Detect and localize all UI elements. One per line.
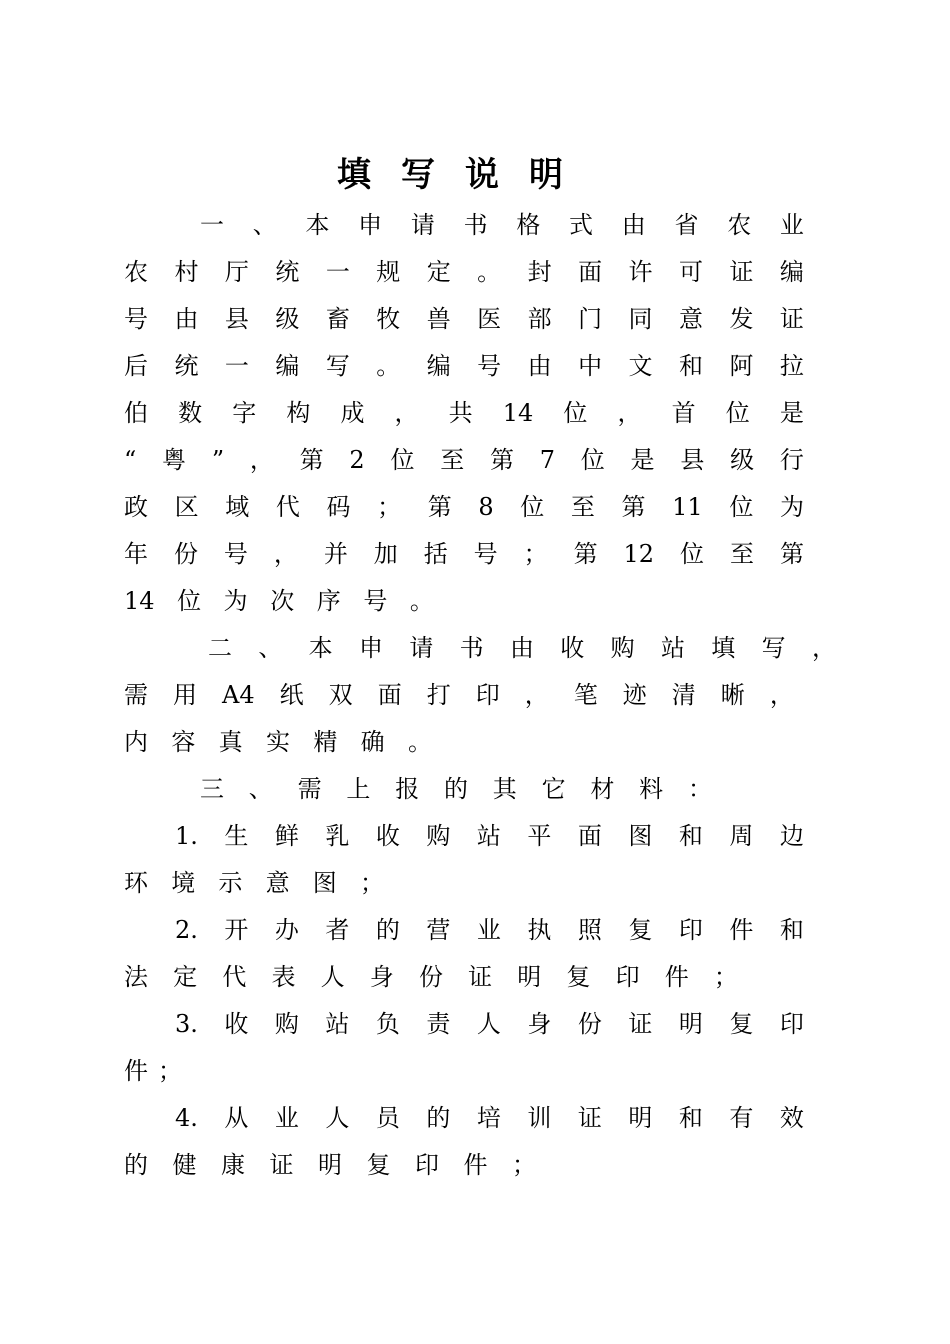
- text-glyph: 成: [340, 399, 365, 427]
- text-glyph: 规: [376, 258, 401, 286]
- text-glyph: 它: [541, 775, 566, 803]
- text-glyph: 人: [325, 1104, 350, 1132]
- text-glyph: 收: [560, 634, 585, 662]
- text-glyph: 请: [410, 211, 435, 239]
- text-glyph: 证: [628, 1010, 653, 1038]
- text-glyph: 平: [527, 822, 552, 850]
- text-glyph: 二: [208, 634, 232, 662]
- text-glyph: 证: [468, 963, 493, 991]
- text-glyph: 域: [225, 493, 250, 521]
- text-glyph: 证: [269, 1151, 294, 1179]
- text-glyph: 鲜: [274, 822, 299, 850]
- text-glyph: 码: [326, 493, 351, 521]
- text-line: [124, 484, 804, 531]
- text-glyph: 实: [265, 728, 290, 756]
- text-glyph: 身: [527, 1010, 552, 1038]
- text-glyph: 阿: [729, 352, 754, 380]
- text-glyph: 文: [628, 352, 653, 380]
- text-line: [200, 202, 804, 249]
- text-glyph: 收: [375, 822, 400, 850]
- text-glyph: 双: [328, 681, 353, 709]
- text-glyph: 明: [628, 1104, 653, 1132]
- text-glyph: 者: [325, 916, 350, 944]
- text-glyph: 晰: [720, 681, 745, 709]
- text-glyph: 粤: [162, 446, 187, 474]
- text-line: [175, 1001, 804, 1048]
- text-glyph: 健: [172, 1151, 197, 1179]
- text-glyph: ，: [617, 399, 642, 427]
- text-glyph: 省: [674, 211, 699, 239]
- text-glyph: 一: [200, 211, 224, 239]
- text-glyph: 效: [779, 1104, 804, 1132]
- text-glyph: 真: [218, 728, 243, 756]
- text-glyph: 封: [527, 258, 552, 286]
- text-glyph: 、: [248, 775, 273, 803]
- text-glyph: 7: [539, 446, 556, 474]
- text-glyph: 用: [173, 681, 198, 709]
- text-glyph: 三: [200, 775, 224, 803]
- text-glyph: 身: [369, 963, 394, 991]
- text-glyph: 营: [426, 916, 451, 944]
- text-glyph: 8: [478, 493, 494, 521]
- text-glyph: 书: [459, 634, 484, 662]
- text-glyph: 从: [224, 1104, 249, 1132]
- text-glyph: 加: [373, 540, 398, 568]
- text-glyph: 明: [678, 1010, 703, 1038]
- text-glyph: 由: [509, 634, 534, 662]
- text-glyph: 牧: [376, 305, 401, 333]
- text-glyph: ；: [377, 493, 402, 521]
- text-glyph: ，: [524, 681, 549, 709]
- text-glyph: 边: [779, 822, 804, 850]
- text-glyph: 4.: [175, 1104, 198, 1132]
- text-glyph: 件: [124, 1057, 148, 1085]
- text-glyph: 周: [729, 822, 754, 850]
- text-glyph: 农: [124, 258, 148, 286]
- text-glyph: 号: [473, 540, 498, 568]
- text-glyph: 序: [316, 587, 341, 615]
- text-line: [200, 766, 712, 813]
- text-glyph: 14: [124, 587, 155, 615]
- text-glyph: 第: [489, 446, 514, 474]
- text-glyph: 字: [232, 399, 257, 427]
- text-glyph: 区: [174, 493, 199, 521]
- text-glyph: 可: [678, 258, 703, 286]
- text-glyph: 人: [476, 1010, 501, 1038]
- text-glyph: 复: [628, 916, 653, 944]
- text-glyph: 位: [725, 399, 750, 427]
- text-glyph: 县: [224, 305, 249, 333]
- text-glyph: 的: [426, 1104, 451, 1132]
- text-glyph: ；: [512, 1151, 536, 1179]
- text-glyph: 由: [527, 352, 552, 380]
- text-line: [124, 1048, 182, 1095]
- text-glyph: 号: [223, 540, 248, 568]
- text-glyph: 统: [174, 352, 199, 380]
- text-glyph: 共: [448, 399, 473, 427]
- text-glyph: 3.: [175, 1010, 198, 1038]
- text-line: [124, 954, 738, 1001]
- text-glyph: 同: [628, 305, 653, 333]
- text-glyph: 迹: [622, 681, 647, 709]
- text-glyph: 表: [271, 963, 296, 991]
- text-glyph: 印: [779, 1010, 804, 1038]
- text-glyph: 清: [671, 681, 696, 709]
- text-glyph: 格: [516, 211, 541, 239]
- text-glyph: 其: [492, 775, 517, 803]
- text-glyph: 和: [678, 352, 703, 380]
- text-glyph: 明: [318, 1151, 342, 1179]
- text-glyph: ”: [211, 446, 225, 474]
- text-glyph: 责: [426, 1010, 451, 1038]
- text-glyph: 数: [178, 399, 203, 427]
- text-glyph: 至: [440, 446, 465, 474]
- text-glyph: 面: [577, 822, 602, 850]
- text-glyph: 至: [729, 540, 754, 568]
- text-glyph: 编: [779, 258, 804, 286]
- text-glyph: 示: [218, 869, 243, 897]
- text-glyph: 定: [426, 258, 451, 286]
- text-glyph: 号: [124, 305, 148, 333]
- text-line: [124, 578, 434, 625]
- text-glyph: 写: [761, 634, 786, 662]
- text-glyph: 号: [477, 352, 502, 380]
- text-glyph: 填: [711, 634, 736, 662]
- text-glyph: 购: [426, 822, 451, 850]
- text-glyph: ，: [273, 540, 298, 568]
- text-glyph: 年: [124, 540, 148, 568]
- text-glyph: 、: [252, 211, 277, 239]
- text-glyph: 第: [779, 540, 804, 568]
- text-glyph: 1.: [175, 822, 198, 850]
- text-glyph: 证: [729, 258, 754, 286]
- text-glyph: 负: [375, 1010, 400, 1038]
- text-glyph: 并: [323, 540, 348, 568]
- text-glyph: 位: [390, 446, 415, 474]
- text-glyph: 至: [570, 493, 595, 521]
- text-glyph: 康: [221, 1151, 245, 1179]
- text-line: [124, 390, 804, 437]
- text-glyph: 号: [363, 587, 388, 615]
- text-glyph: 图: [628, 822, 653, 850]
- text-glyph: 次: [270, 587, 295, 615]
- text-glyph: 级: [275, 305, 300, 333]
- text-glyph: 位: [680, 540, 705, 568]
- text-glyph: 法: [124, 963, 148, 991]
- text-glyph: 许: [628, 258, 653, 286]
- text-glyph: 首: [671, 399, 696, 427]
- text-glyph: 站: [476, 822, 501, 850]
- text-glyph: 明: [517, 963, 542, 991]
- text-glyph: 容: [171, 728, 196, 756]
- text-glyph: 件: [463, 1151, 488, 1179]
- text-glyph: 位: [520, 493, 545, 521]
- text-glyph: 训: [527, 1104, 552, 1132]
- text-glyph: 后: [124, 352, 148, 380]
- text-line: [124, 531, 804, 578]
- text-glyph: 14: [502, 399, 534, 427]
- text-glyph: 县: [680, 446, 705, 474]
- text-glyph: 购: [610, 634, 635, 662]
- text-glyph: ，: [249, 446, 274, 474]
- text-glyph: ：: [687, 775, 712, 803]
- text-glyph: 位: [580, 446, 605, 474]
- text-glyph: 村: [174, 258, 199, 286]
- text-glyph: 和: [779, 916, 804, 944]
- text-glyph: 料: [639, 775, 664, 803]
- text-glyph: 第: [427, 493, 452, 521]
- text-glyph: 复: [729, 1010, 754, 1038]
- text-glyph: 纸: [279, 681, 304, 709]
- text-glyph: 笔: [573, 681, 598, 709]
- text-glyph: 第: [573, 540, 598, 568]
- text-glyph: 内: [124, 728, 148, 756]
- text-line: [124, 437, 804, 484]
- text-glyph: 复: [366, 1151, 391, 1179]
- text-glyph: 人: [320, 963, 345, 991]
- text-glyph: 证: [577, 1104, 602, 1132]
- text-glyph: 生: [224, 822, 249, 850]
- text-glyph: 一: [224, 352, 249, 380]
- text-glyph: 证: [779, 305, 804, 333]
- text-glyph: “: [124, 446, 137, 474]
- text-glyph: 的: [375, 916, 400, 944]
- text-glyph: 意: [265, 869, 290, 897]
- text-glyph: 件: [664, 963, 689, 991]
- text-line: [124, 860, 384, 907]
- text-glyph: 位: [177, 587, 202, 615]
- text-glyph: 印: [678, 916, 703, 944]
- text-glyph: 复: [566, 963, 591, 991]
- text-glyph: 购: [274, 1010, 299, 1038]
- text-glyph: ；: [523, 540, 548, 568]
- text-glyph: ，: [769, 681, 794, 709]
- text-glyph: A4: [222, 681, 255, 709]
- text-glyph: 医: [477, 305, 502, 333]
- text-glyph: 乳: [325, 822, 350, 850]
- text-line: [124, 1142, 536, 1189]
- text-glyph: 印: [415, 1151, 439, 1179]
- text-glyph: 印: [475, 681, 500, 709]
- text-glyph: 。: [407, 728, 432, 756]
- text-glyph: 材: [590, 775, 615, 803]
- text-glyph: 部: [527, 305, 552, 333]
- text-glyph: 12: [623, 540, 655, 568]
- text-glyph: 代: [275, 493, 300, 521]
- text-glyph: 需: [124, 681, 148, 709]
- text-glyph: 本: [308, 634, 333, 662]
- text-glyph: 业: [476, 916, 501, 944]
- text-glyph: 申: [358, 211, 383, 239]
- text-glyph: 第: [621, 493, 646, 521]
- text-glyph: 面: [578, 258, 603, 286]
- text-line: [175, 907, 804, 954]
- text-glyph: 份: [173, 540, 198, 568]
- text-glyph: 11: [672, 493, 703, 521]
- text-glyph: 第: [299, 446, 324, 474]
- text-glyph: 申: [358, 634, 383, 662]
- text-line: [124, 719, 432, 766]
- text-glyph: 确: [360, 728, 385, 756]
- text-glyph: 业: [274, 1104, 299, 1132]
- text-glyph: ，: [811, 634, 836, 662]
- text-glyph: 由: [174, 305, 199, 333]
- text-line: [175, 813, 804, 860]
- text-glyph: 政: [124, 493, 148, 521]
- text-glyph: 和: [678, 822, 703, 850]
- text-glyph: 拉: [779, 352, 804, 380]
- text-glyph: ；: [158, 1057, 182, 1085]
- text-glyph: 统: [275, 258, 300, 286]
- text-glyph: 门: [578, 305, 603, 333]
- text-glyph: 办: [274, 916, 299, 944]
- text-glyph: ；: [713, 963, 738, 991]
- text-glyph: 定: [173, 963, 198, 991]
- text-glyph: 培: [476, 1104, 501, 1132]
- text-glyph: 照: [577, 916, 602, 944]
- text-glyph: 农: [727, 211, 752, 239]
- text-glyph: 。: [376, 352, 401, 380]
- text-glyph: 位: [563, 399, 588, 427]
- text-glyph: 本: [305, 211, 330, 239]
- text-glyph: 2: [349, 446, 365, 474]
- text-glyph: 编: [275, 352, 300, 380]
- text-glyph: ，: [394, 399, 419, 427]
- text-glyph: 是: [779, 399, 804, 427]
- text-glyph: 兽: [426, 305, 451, 333]
- text-glyph: 意: [678, 305, 703, 333]
- text-glyph: 印: [615, 963, 640, 991]
- text-glyph: 式: [569, 211, 594, 239]
- text-glyph: 、: [258, 634, 283, 662]
- text-glyph: 站: [325, 1010, 350, 1038]
- text-glyph: 打: [426, 681, 451, 709]
- text-glyph: 2.: [175, 916, 198, 944]
- text-line: [124, 343, 804, 390]
- text-glyph: 厅: [224, 258, 249, 286]
- text-glyph: 书: [463, 211, 488, 239]
- text-glyph: 发: [729, 305, 754, 333]
- text-line: [124, 249, 804, 296]
- text-glyph: 为: [223, 587, 248, 615]
- text-glyph: 精: [313, 728, 338, 756]
- text-glyph: 报: [395, 775, 420, 803]
- text-line: [124, 296, 804, 343]
- text-glyph: 是: [630, 446, 655, 474]
- text-glyph: 开: [224, 916, 249, 944]
- page-title: 填写说明: [337, 155, 593, 195]
- text-glyph: 站: [660, 634, 685, 662]
- text-glyph: 件: [729, 916, 754, 944]
- text-glyph: 由: [621, 211, 646, 239]
- text-glyph: 位: [729, 493, 754, 521]
- text-glyph: 中: [578, 352, 603, 380]
- text-glyph: 份: [418, 963, 443, 991]
- text-glyph: 级: [730, 446, 755, 474]
- text-glyph: 。: [477, 258, 502, 286]
- text-glyph: 和: [678, 1104, 703, 1132]
- text-glyph: ；: [359, 869, 384, 897]
- text-glyph: 括: [423, 540, 448, 568]
- text-glyph: 。: [409, 587, 434, 615]
- text-glyph: 执: [527, 916, 552, 944]
- text-glyph: 为: [779, 493, 804, 521]
- text-glyph: 需: [297, 775, 322, 803]
- text-glyph: 的: [443, 775, 468, 803]
- text-glyph: 有: [729, 1104, 754, 1132]
- text-glyph: 面: [377, 681, 402, 709]
- text-line: [175, 1095, 804, 1142]
- text-glyph: 份: [577, 1010, 602, 1038]
- text-glyph: 写: [325, 352, 350, 380]
- text-glyph: 代: [222, 963, 247, 991]
- text-glyph: 收: [224, 1010, 249, 1038]
- text-glyph: 图: [312, 869, 337, 897]
- text-glyph: 编: [426, 352, 451, 380]
- text-glyph: 畜: [325, 305, 350, 333]
- text-glyph: 的: [124, 1151, 148, 1179]
- text-line: [124, 672, 794, 719]
- text-glyph: 一: [325, 258, 350, 286]
- text-glyph: 请: [409, 634, 434, 662]
- text-glyph: 环: [124, 869, 148, 897]
- text-line: [208, 625, 836, 672]
- text-glyph: 行: [779, 446, 804, 474]
- text-glyph: 构: [286, 399, 311, 427]
- text-glyph: 伯: [124, 399, 148, 427]
- text-glyph: 业: [779, 211, 804, 239]
- text-glyph: 员: [375, 1104, 400, 1132]
- text-glyph: 境: [171, 869, 196, 897]
- text-glyph: 上: [346, 775, 371, 803]
